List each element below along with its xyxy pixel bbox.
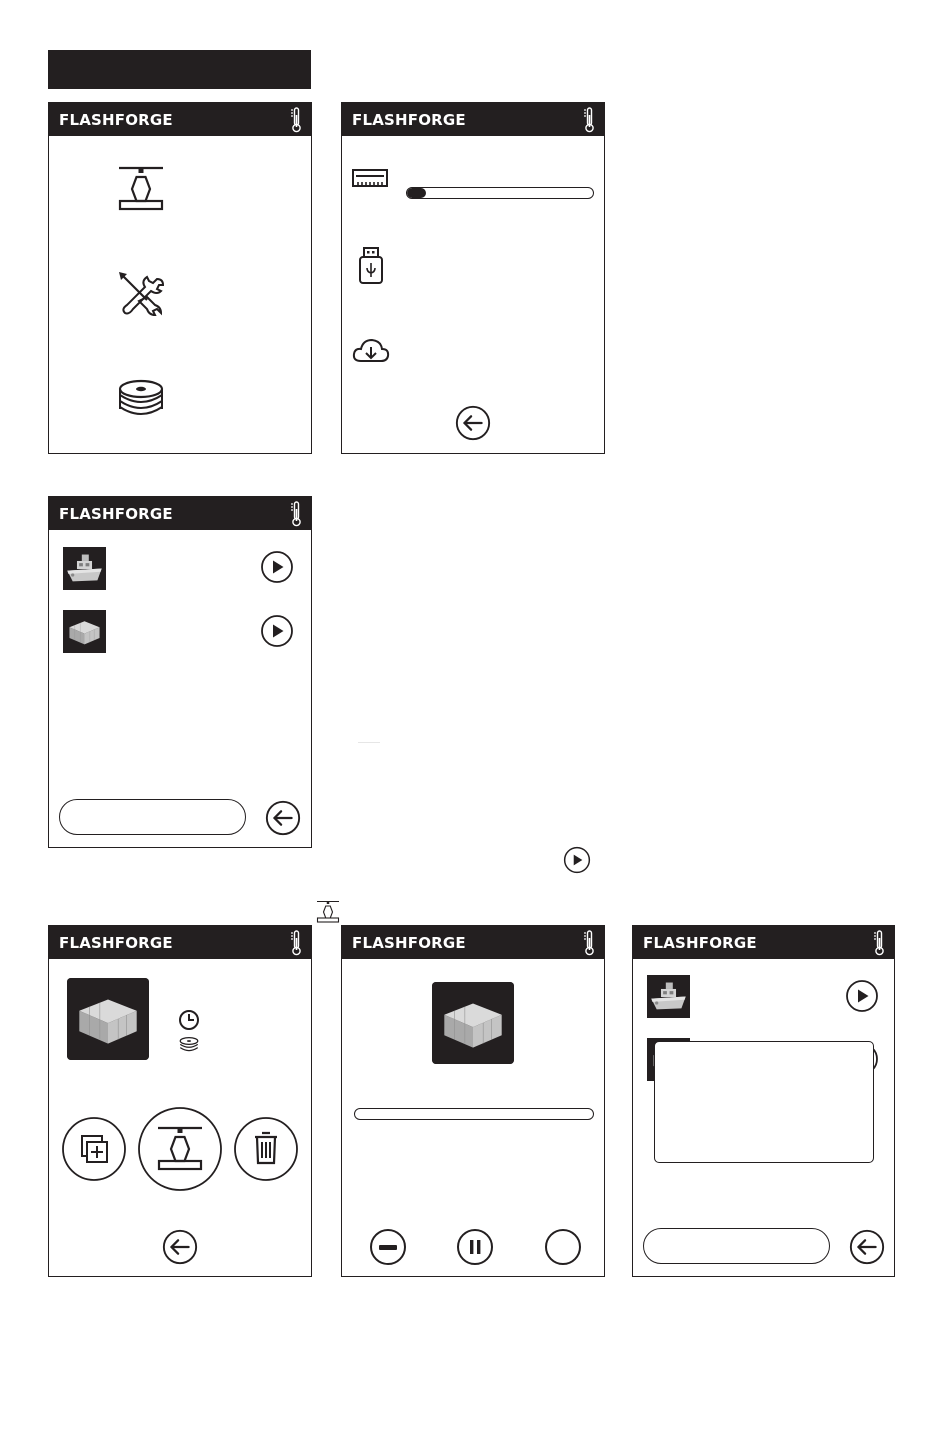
header-bar	[49, 103, 311, 136]
faint-mark	[358, 742, 380, 743]
flashforge-logo: FLASHFORGE	[643, 934, 757, 952]
confirm-dialog[interactable]	[654, 1041, 874, 1163]
internal-storage-icon[interactable]	[352, 169, 388, 189]
thermometer-icon[interactable]	[583, 107, 595, 133]
storage-usage-bar	[406, 187, 594, 199]
play-button[interactable]	[260, 614, 294, 648]
cloud-download-icon[interactable]	[352, 337, 390, 365]
thermometer-icon[interactable]	[290, 930, 302, 956]
thermometer-icon[interactable]	[583, 930, 595, 956]
screen-file-list	[48, 496, 312, 848]
header-bar	[633, 926, 894, 959]
stop-button[interactable]	[369, 1228, 407, 1266]
header-bar	[49, 497, 311, 530]
search-field[interactable]	[643, 1228, 830, 1264]
back-arrow-icon[interactable]	[848, 1228, 886, 1266]
print-progress-bar	[354, 1108, 594, 1120]
storage-usage-fill	[407, 188, 426, 198]
flashforge-logo: FLASHFORGE	[59, 505, 173, 523]
pause-button[interactable]	[456, 1228, 494, 1266]
flashforge-logo: FLASHFORGE	[352, 111, 466, 129]
clock-icon	[178, 1009, 200, 1031]
screen-file-detail	[48, 925, 312, 1277]
flashforge-logo: FLASHFORGE	[59, 111, 173, 129]
header-bar	[49, 926, 311, 959]
search-field[interactable]	[59, 799, 246, 835]
print-head-icon[interactable]	[117, 165, 165, 213]
flashforge-logo: FLASHFORGE	[59, 934, 173, 952]
file-preview-box	[67, 978, 149, 1060]
thermometer-icon[interactable]	[873, 930, 885, 956]
delete-button[interactable]	[233, 1116, 299, 1182]
filament-spool-icon[interactable]	[117, 379, 165, 423]
thermometer-icon[interactable]	[290, 107, 302, 133]
back-arrow-icon[interactable]	[264, 799, 302, 837]
screen-main-menu	[48, 102, 312, 454]
print-button[interactable]	[137, 1106, 223, 1192]
back-arrow-icon[interactable]	[161, 1228, 199, 1266]
play-button[interactable]	[845, 979, 879, 1013]
header-bar	[342, 926, 604, 959]
file-thumbnail-boat[interactable]	[647, 975, 690, 1018]
play-icon	[563, 846, 591, 874]
file-thumbnail-boat[interactable]	[63, 547, 106, 590]
print-preview-box	[432, 982, 514, 1064]
tools-icon[interactable]	[117, 271, 165, 319]
flashforge-logo: FLASHFORGE	[352, 934, 466, 952]
print-head-icon	[316, 900, 340, 924]
copy-button[interactable]	[61, 1116, 127, 1182]
screen-file-list-dialog	[632, 925, 895, 1277]
screen-print-source	[341, 102, 605, 454]
section-heading-bar	[48, 50, 311, 89]
filament-icon	[179, 1036, 199, 1056]
screen-printing	[341, 925, 605, 1277]
file-thumbnail-box[interactable]	[63, 610, 106, 653]
more-button[interactable]	[544, 1228, 582, 1266]
header-bar	[342, 103, 604, 136]
back-arrow-icon[interactable]	[454, 404, 492, 442]
usb-drive-icon[interactable]	[358, 247, 384, 285]
thermometer-icon[interactable]	[290, 501, 302, 527]
play-button[interactable]	[260, 550, 294, 584]
